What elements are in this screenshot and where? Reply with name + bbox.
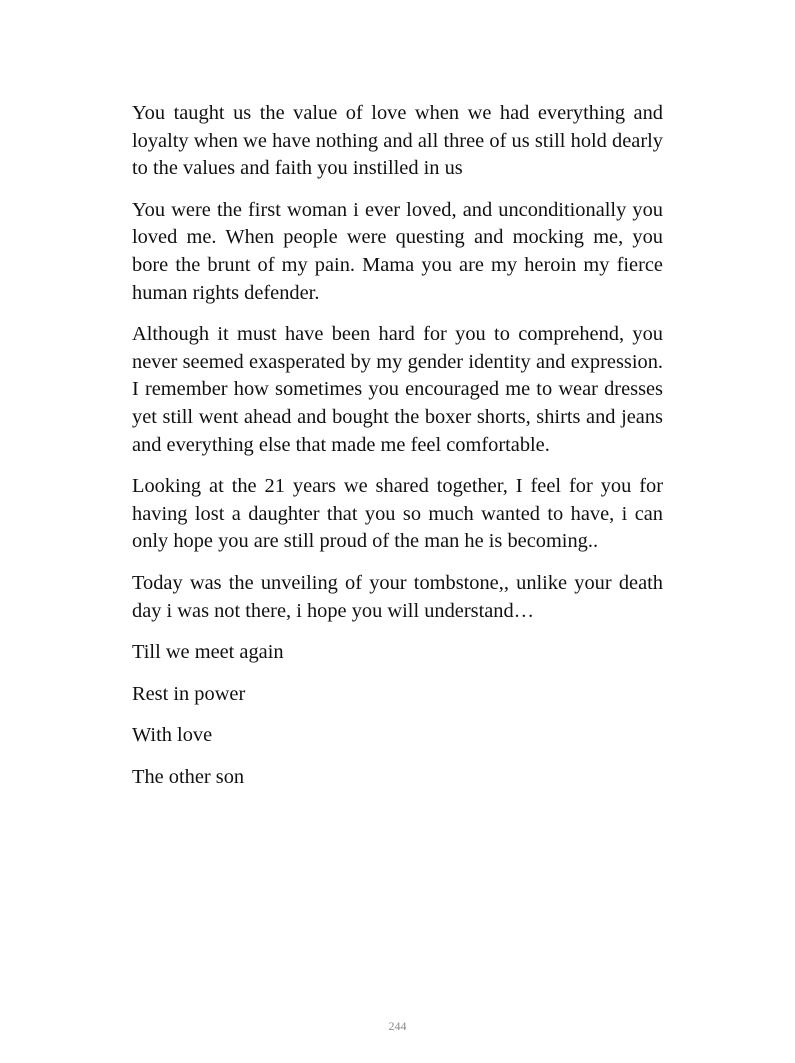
paragraph-values: You taught us the value of love when we had everything and loyalty when we have nothing and all three of us still hold dearly to the values and faith you instilled in us (132, 102, 663, 180)
signature: The other son (132, 765, 245, 788)
closing-line-rest-in-power: Rest in power (132, 682, 246, 705)
closing-line-meet-again: Till we meet again (132, 641, 284, 664)
paragraph-first-woman: You were the first woman i ever loved, and unconditionally you loved me. When people were questing and mocking me, you bore the brunt of my pain. Mama you are my heroin my fierce human rights defender. (132, 198, 663, 304)
letter-body (132, 100, 663, 805)
paragraph-21-years: Looking at the 21 years we shared together, I feel for you for having lost a daughter that you so much wanted to have, i can only hope you are still proud of the man he is becoming.. (132, 475, 663, 553)
page-number: 244 (388, 1019, 407, 1033)
paragraph-gender-identity: Although it must have been hard for you to comprehend, you never seemed exasperated by my gender identity and expression. I remember how sometimes you encouraged me to wear dresses yet still went ahead and bought the boxer shorts, shirts and jeans and everything else that made me feel comfortable. (132, 323, 663, 456)
closing-line-with-love: With love (132, 724, 213, 747)
paragraph-tombstone: Today was the unveiling of your tombstone,, unlike your death day i was not there, i hope you will understand… (132, 571, 663, 622)
